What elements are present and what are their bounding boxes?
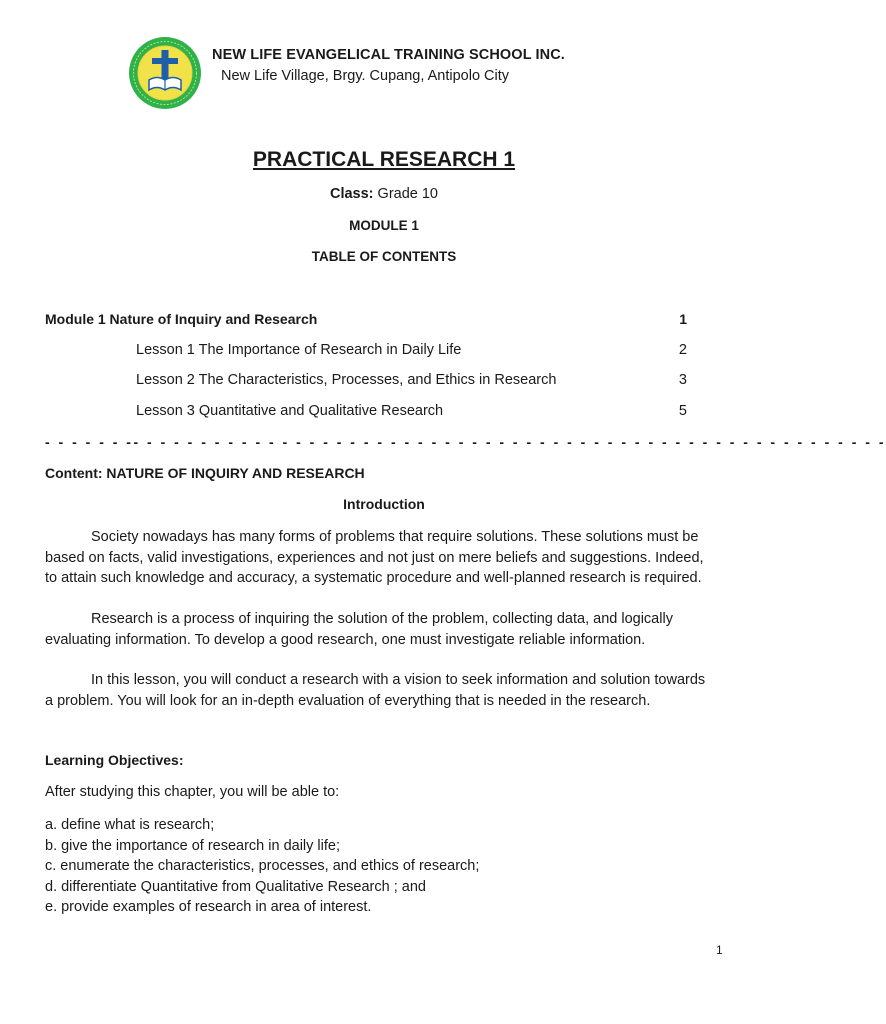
list-item: d. differentiate Quantitative from Qualitative Research ; and bbox=[45, 878, 426, 895]
toc-page-number: 3 bbox=[678, 372, 687, 388]
objectives-intro: After studying this chapter, you will be able to: bbox=[45, 784, 340, 800]
class-label: Class: bbox=[329, 186, 374, 202]
introduction-heading: Introduction bbox=[343, 496, 425, 512]
list-item: e. provide examples of research in area of interest. bbox=[45, 899, 372, 916]
toc-page-number: 1 bbox=[679, 311, 687, 327]
school-seal-logo-icon bbox=[128, 36, 202, 110]
school-address: New Life Village, Brgy. Cupang, Antipolo City bbox=[221, 68, 510, 84]
toc-lesson-row bbox=[45, 372, 687, 392]
learning-objectives-heading: Learning Objectives: bbox=[45, 752, 184, 768]
toc-module-row bbox=[45, 311, 687, 331]
content-heading: Content: NATURE OF INQUIRY AND RESEARCH bbox=[45, 465, 365, 481]
class-line bbox=[0, 186, 768, 202]
toc-entry-text: Lesson 3 Quantitative and Qualitative Research bbox=[136, 403, 444, 419]
toc-lesson-row bbox=[45, 342, 687, 362]
paragraph-text: Research is a process of inquiring the solution of the problem, collecting data, and logically evaluating information. To develop a good research, one must investigate reliable information. bbox=[45, 611, 673, 648]
intro-paragraph bbox=[45, 670, 715, 711]
toc-page-number: 2 bbox=[678, 342, 687, 358]
paragraph-text: In this lesson, you will conduct a research with a vision to seek information and solution towards a problem. You will look for an in-depth evaluation of everything that is needed in the research. bbox=[45, 672, 706, 709]
toc-entry-text: Lesson 2 The Characteristics, Processes, and Ethics in Research bbox=[136, 372, 557, 388]
list-item: b. give the importance of research in daily life; bbox=[45, 837, 340, 854]
toc-lesson-row bbox=[45, 403, 687, 423]
intro-paragraph bbox=[45, 527, 715, 589]
list-item: c. enumerate the characteristics, processes, and ethics of research; bbox=[45, 858, 480, 875]
paragraph-text: Society nowadays has many forms of problems that require solutions. These solutions must be based on facts, valid investigations, experiences and not just on mere beliefs and suggestions. Indeed, to attain such knowledge and accuracy, a systematic procedure and well-planned research is required. bbox=[45, 529, 704, 587]
toc-entry-text: Module 1 Nature of Inquiry and Research bbox=[45, 311, 318, 327]
document-title: PRACTICAL RESEARCH 1 bbox=[252, 148, 516, 171]
objectives-list bbox=[45, 815, 479, 918]
list-item: a. define what is research; bbox=[45, 817, 215, 833]
toc-page-number: 5 bbox=[678, 403, 687, 419]
toc-entry-text: Lesson 1 The Importance of Research in Daily Life bbox=[136, 342, 462, 358]
intro-paragraph bbox=[45, 609, 715, 650]
class-value: Grade 10 bbox=[373, 186, 439, 202]
toc-title: TABLE OF CONTENTS bbox=[311, 249, 457, 264]
module-label: MODULE 1 bbox=[349, 218, 419, 233]
school-name: NEW LIFE EVANGELICAL TRAINING SCHOOL INC. bbox=[212, 47, 565, 63]
dashed-divider: - - - - - - -- - - - - - - - - - - - - - - - - - - - - - - - - - - - - - - - - - - - - - - - - - - - - - - - - - - - - - - - bbox=[45, 434, 886, 450]
page-number: 1 bbox=[716, 943, 723, 957]
